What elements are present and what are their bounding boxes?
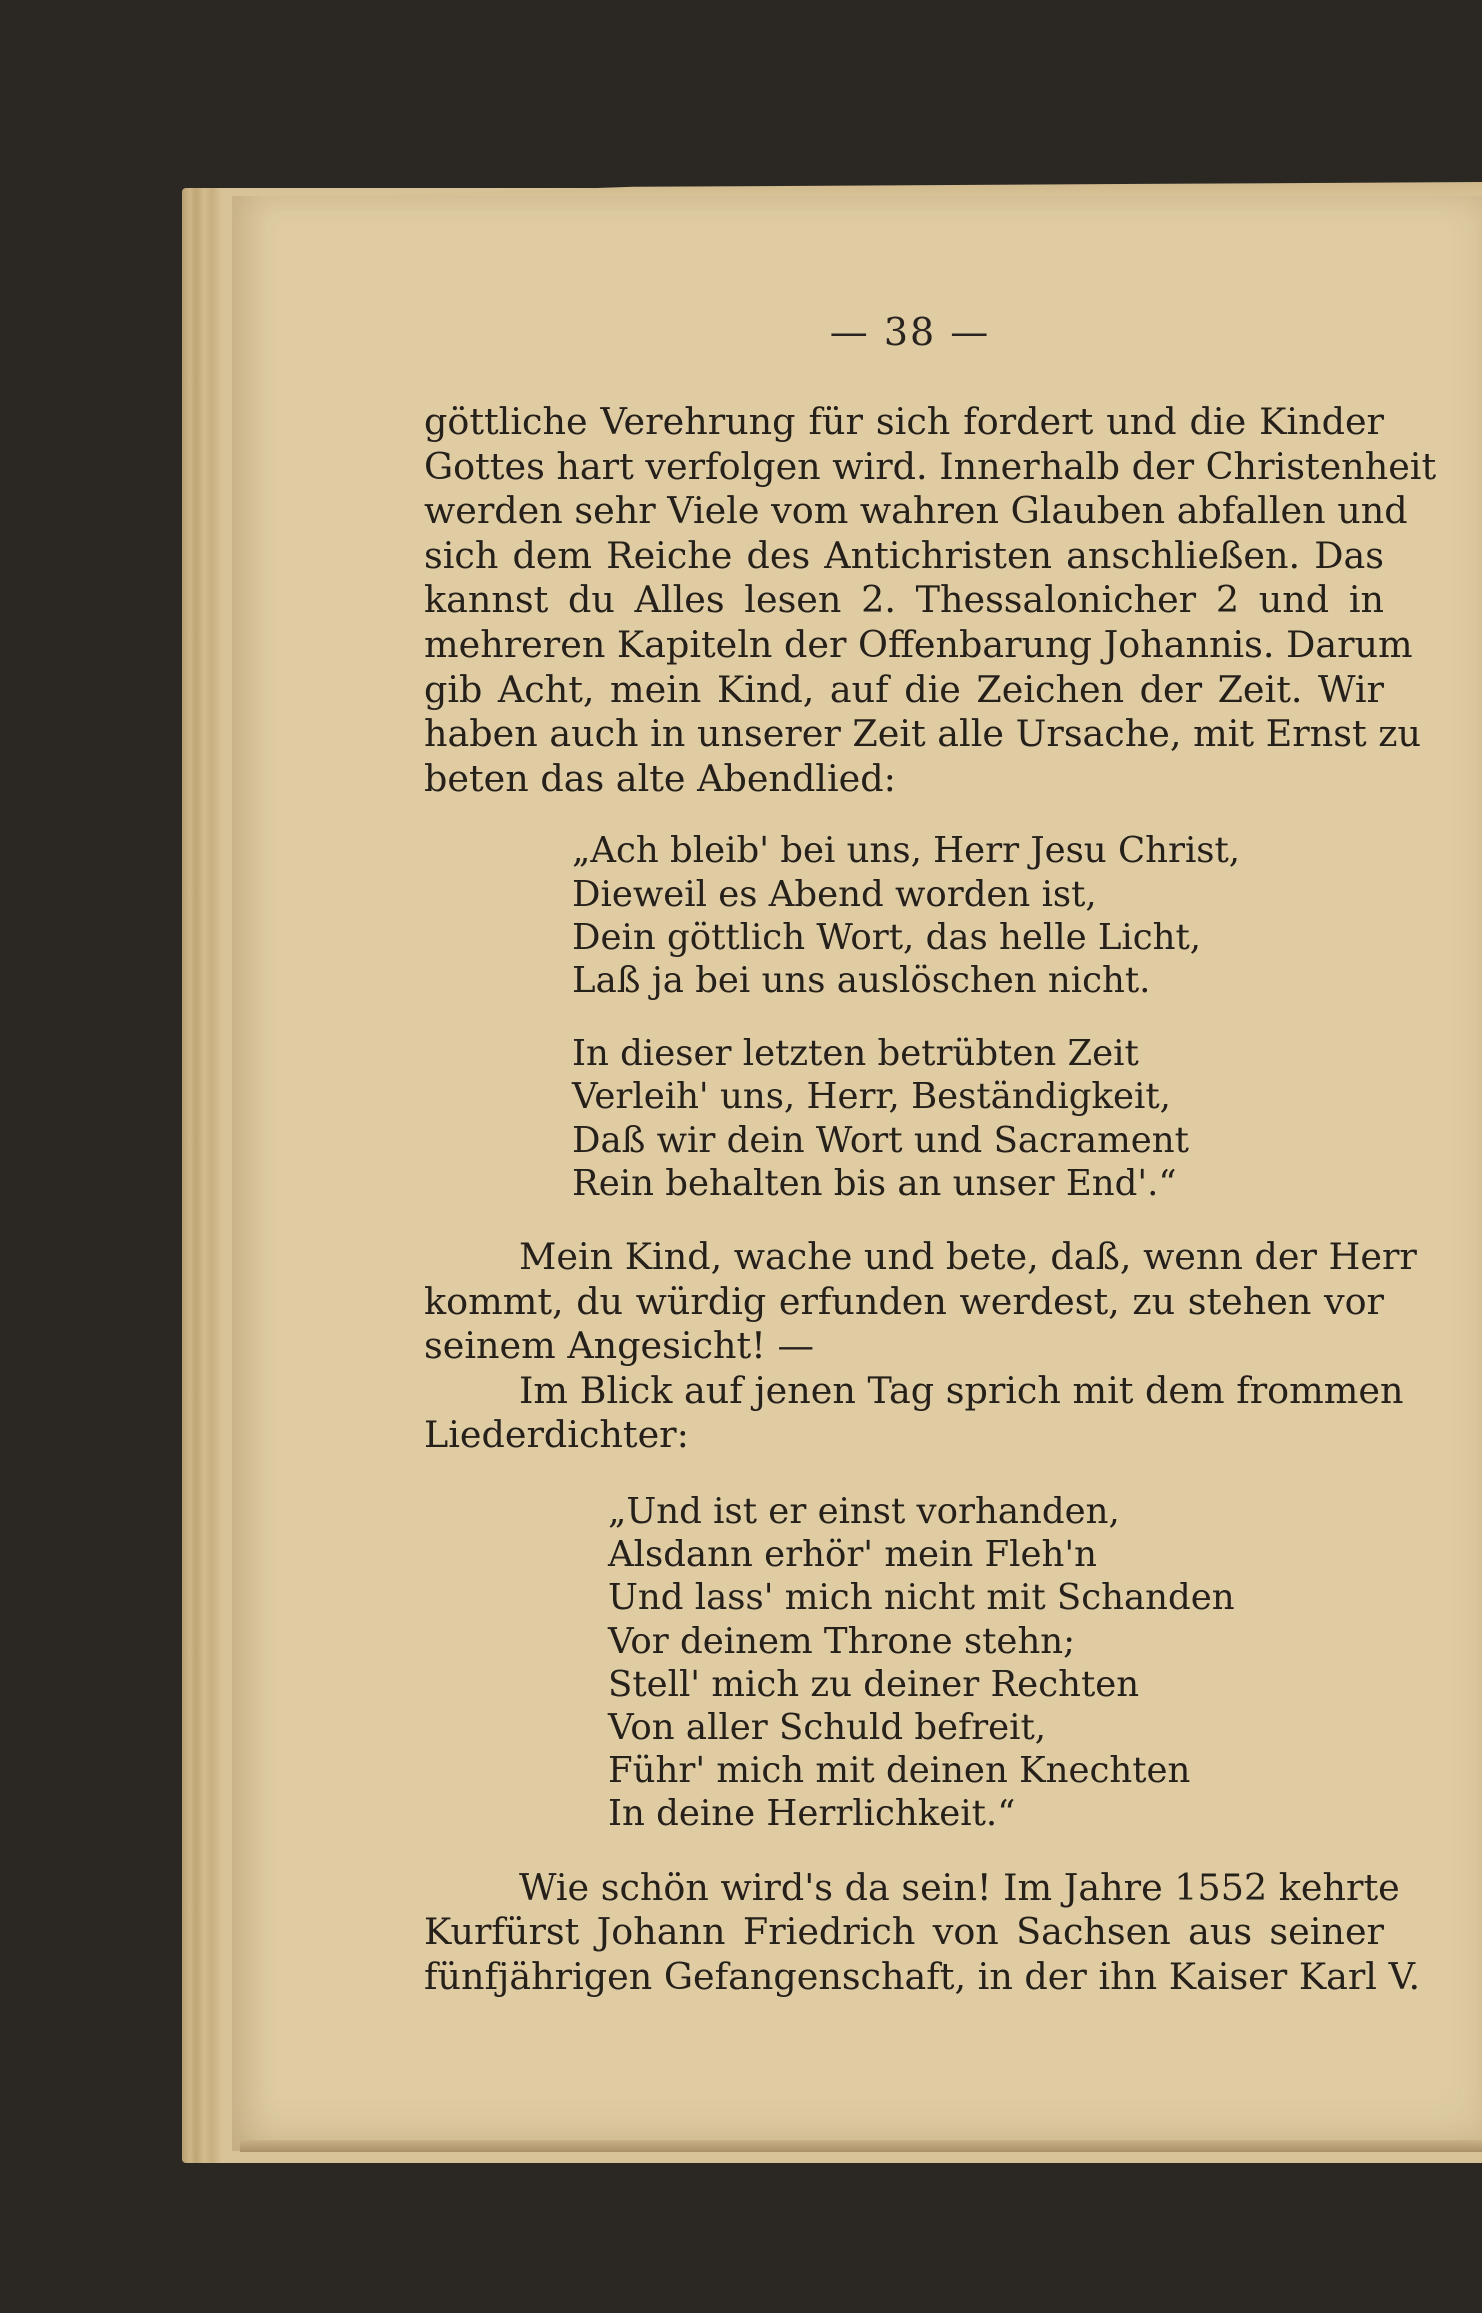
text-line: sich dem Reiche des Antichristen anschließen. Das — [424, 533, 1384, 577]
paragraph-3 — [424, 1368, 1404, 1458]
text-line: haben auch in unserer Zeit alle Ursache, mit Ernst zu — [424, 712, 1421, 756]
verse-line: Rein behalten bis an unser End'.“ — [572, 1162, 1177, 1204]
text-line: Mein Kind, wache und bete, daß, wenn der Herr — [519, 1234, 1417, 1278]
verse-line: In dieser letzten betrübten Zeit — [572, 1033, 1139, 1075]
verse-line: In deine Herrlichkeit.“ — [608, 1793, 1016, 1835]
text-line: gib Acht, mein Kind, auf die Zeichen der Zeit. Wir — [424, 667, 1384, 711]
verse-line: Verleih' uns, Herr, Beständigkeit, — [572, 1076, 1171, 1118]
text-line: fünfjährigen Gefangenschaft, in der ihn Kaiser Karl V. — [424, 1954, 1421, 1998]
verse-line: Und lass' mich nicht mit Schanden — [608, 1577, 1235, 1619]
verse-line: Führ' mich mit deinen Knechten — [608, 1750, 1191, 1792]
verse-line: Von aller Schuld befreit, — [608, 1706, 1047, 1748]
verse-line: „Und ist er einst vorhanden, — [608, 1490, 1120, 1532]
text-line: kannst du Alles lesen 2. Thessalonicher 2 und in — [424, 578, 1384, 622]
text-line: werden sehr Viele vom wahren Glauben abfallen und — [424, 489, 1408, 533]
verse-line: Alsdann erhör' mein Fleh'n — [608, 1534, 1097, 1576]
text-line: Gottes hart verfolgen wird. Innerhalb der Christenheit — [424, 444, 1437, 488]
verse-line: Dieweil es Abend worden ist, — [572, 873, 1097, 915]
paragraph-4 — [424, 1865, 1421, 2000]
text-line: mehreren Kapiteln der Offenbarung Johannis. Darum — [424, 622, 1413, 666]
verse-1-stanza-2 — [572, 1032, 1384, 1205]
text-line: seinem Angesicht! — — [424, 1324, 814, 1368]
text-line: beten das alte Abendlied: — [424, 756, 896, 800]
verse-line: Daß wir dein Wort und Sacrament — [572, 1119, 1189, 1161]
text-line: Wie schön wird's da sein! Im Jahre 1552 kehrte — [519, 1865, 1400, 1909]
text-line: Liederdichter: — [424, 1413, 689, 1457]
text-line: Kurfürst Johann Friedrich von Sachsen aus seiner — [424, 1910, 1384, 1954]
text-line: Im Blick auf jenen Tag sprich mit dem frommen — [519, 1368, 1404, 1412]
verse-2 — [608, 1490, 1384, 1836]
text-line: göttliche Verehrung für sich fordert und die Kinder — [424, 400, 1384, 443]
text-line: kommt, du würdig erfunden werdest, zu stehen vor — [424, 1279, 1384, 1323]
verse-line: Stell' mich zu deiner Rechten — [608, 1663, 1140, 1705]
verse-line: Dein göttlich Wort, das helle Licht, — [572, 916, 1202, 958]
page-number: — 38 — — [829, 310, 991, 354]
verse-line: „Ach bleib' bei uns, Herr Jesu Christ, — [572, 830, 1241, 872]
paragraph-1 — [424, 400, 1437, 801]
paragraph-2 — [424, 1234, 1417, 1369]
verse-line: Laß ja bei uns auslöschen nicht. — [572, 959, 1151, 1001]
body-text — [424, 400, 1437, 1999]
verse-line: Vor deinem Throne stehn; — [608, 1620, 1076, 1662]
verse-1-stanza-1 — [572, 829, 1384, 1002]
